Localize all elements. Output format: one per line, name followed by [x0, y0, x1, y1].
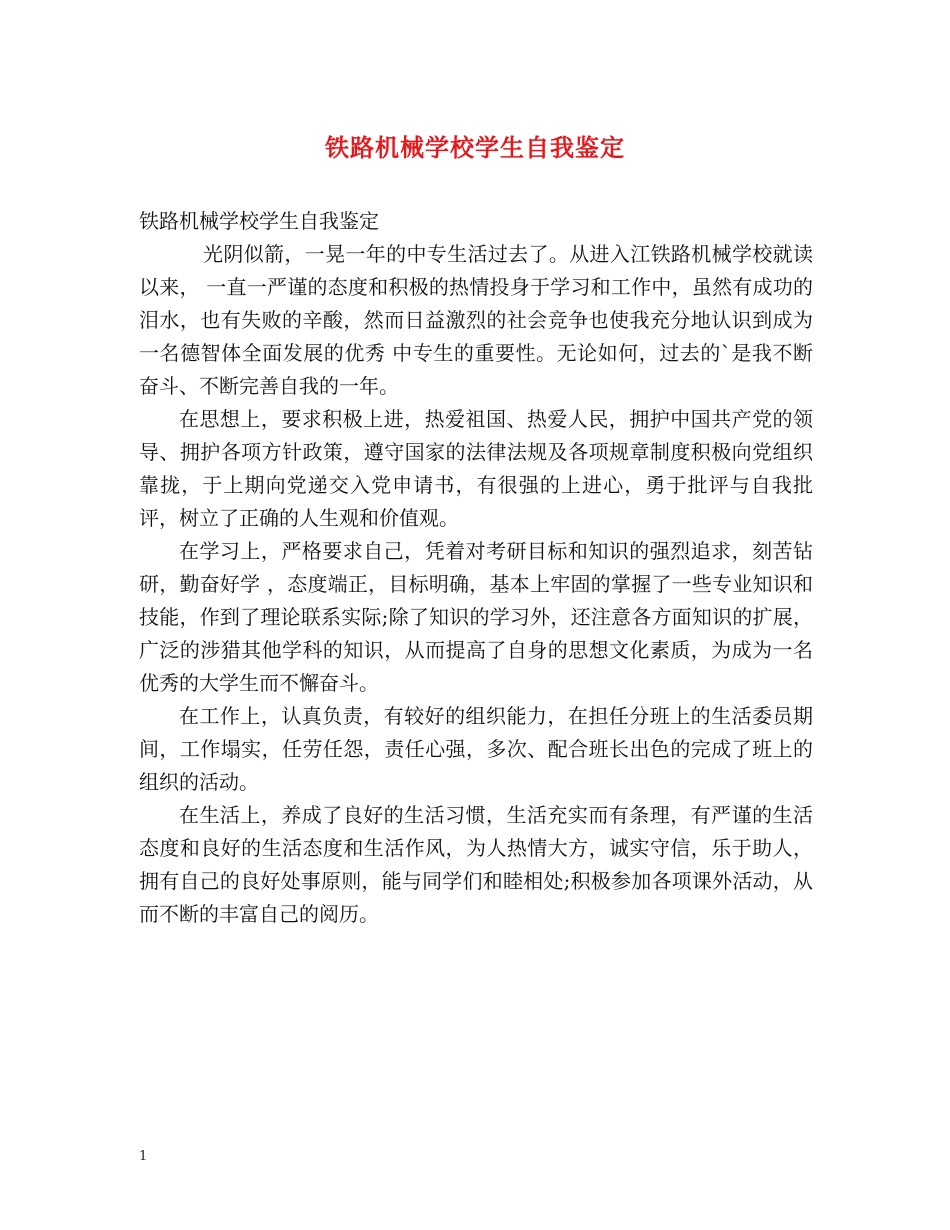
paragraph-intro: 光阴似箭，一晃一年的中专生活过去了。从进入江铁路机械学校就读以来， 一直一严谨的态度和积极的热情投身于学习和工作中，虽然有成功的泪水，也有失败的辛酸，然而日益激烈的社会竞争也使我充分地认识到成为一名德智体全面发展的优秀 中专生的重要性。无论如何，过去的`是我不断奋斗、不断完善自我的一年。 — [139, 242, 813, 398]
document-body — [139, 205, 813, 931]
page-number: 1 — [139, 1149, 148, 1164]
paragraph-thought: 在思想上，要求积极上进，热爱祖国、热爱人民，拥护中国共产党的领导、拥护各项方针政策，遵守国家的法律法规及各项规章制度积极向党组织靠拢，于上期向党递交入党申请书，有很强的上进心，勇于批评与自我批评，树立了正确的人生观和价值观。 — [139, 407, 813, 530]
document-subtitle: 铁路机械学校学生自我鉴定 — [139, 209, 379, 233]
paragraph-study: 在学习上，严格要求自己，凭着对考研目标和知识的强烈追求，刻苦钻研，勤奋好学 ，态度端正，目标明确，基本上牢固的掌握了一些专业知识和技能，作到了理论联系实际;除了知识的学习外，还注意各方面知识的扩展，广泛的涉猎其他学科的知识，从而提高了自身的思想文化素质，为成为一名优秀的大学生而不懈奋斗。 — [139, 539, 813, 695]
paragraph-life: 在生活上，养成了良好的生活习惯，生活充实而有条理，有严谨的生活态度和良好的生活态度和生活作风，为人热情大方，诚实守信，乐于助人，拥有自己的良好处事原则，能与同学们和睦相处;积极参加各项课外活动，从而不断的丰富自己的阅历。 — [139, 803, 813, 926]
paragraph-work: 在工作上，认真负责，有较好的组织能力，在担任分班上的生活委员期间，工作塌实，任劳任怨，责任心强，多次、配合班长出色的完成了班上的组织的活动。 — [139, 704, 813, 794]
document-title: 铁路机械学校学生自我鉴定 — [325, 133, 625, 162]
